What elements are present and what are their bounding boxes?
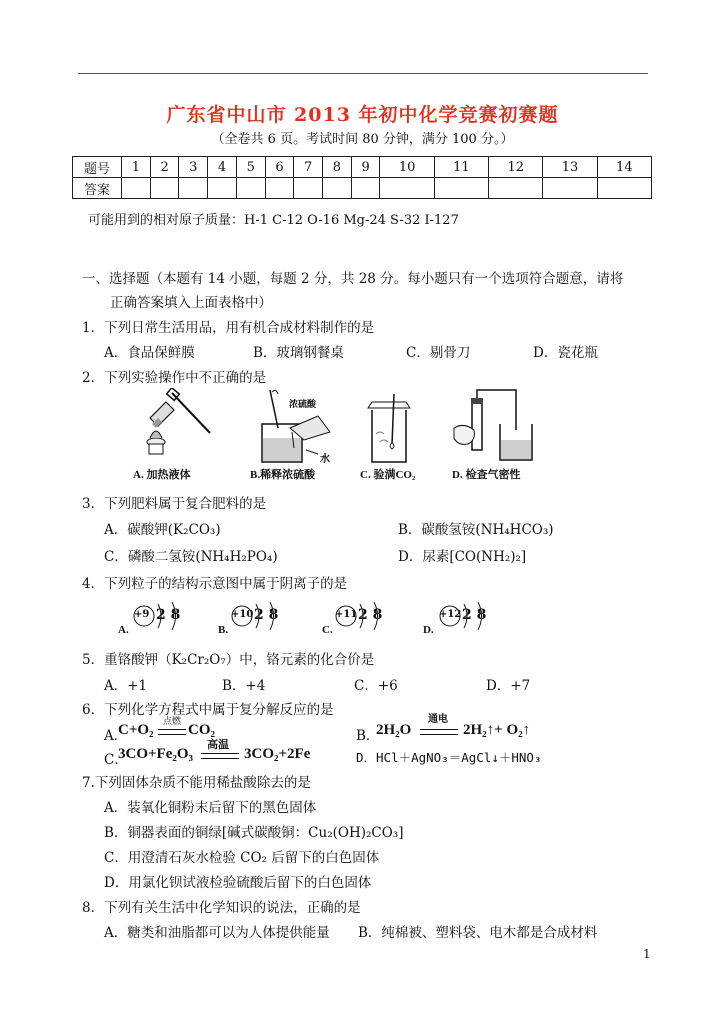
answer-cell[interactable] bbox=[122, 178, 151, 199]
q7-option-d: D．用氯化钡试液检验硫酸后留下的白色固体 bbox=[104, 875, 372, 891]
answer-table-answer-row bbox=[73, 178, 652, 199]
answer-cell[interactable] bbox=[208, 178, 237, 199]
q2-label-a: A. 加热液体 bbox=[133, 469, 191, 481]
q4-letter-a: A. bbox=[118, 624, 129, 636]
answer-table-number-row bbox=[73, 157, 652, 178]
q6-a-equals-sign bbox=[158, 729, 186, 735]
question-number-cell: 9 bbox=[351, 157, 380, 178]
q6-prefix-c: C． bbox=[104, 752, 128, 768]
q4-nucleus-c: +11 bbox=[335, 609, 358, 620]
question-number-cell: 4 bbox=[208, 157, 237, 178]
page-number: 1 bbox=[643, 947, 651, 961]
page-title: 广东省中山市 2013 年初中化学竞赛初赛题 bbox=[166, 104, 559, 126]
q4-nucleus-d: +12 bbox=[439, 609, 462, 620]
q8-option-b: B．纯棉被、塑料袋、电木都是合成材料 bbox=[358, 925, 598, 941]
atomic-masses: 可能用到的相对原子质量：H-1 C-12 O-16 Mg-24 S-32 I-127 bbox=[88, 213, 459, 228]
q5-option-c: C．+6 bbox=[354, 678, 398, 694]
q4-letter-d: D. bbox=[423, 624, 434, 636]
q2-label-c: C. 验满CO₂ bbox=[360, 469, 416, 481]
question-number-cell: 8 bbox=[323, 157, 352, 178]
q6-c-condition: 高温 bbox=[207, 738, 229, 751]
q6-a-reactants: C+O₂ bbox=[118, 722, 154, 738]
q3-option-c: C．磷酸二氢铵(NH₄H₂PO₄) bbox=[104, 549, 278, 565]
q6-prefix-b: B． bbox=[356, 728, 380, 744]
q6-a-products: CO₂ bbox=[188, 722, 215, 738]
q3-option-d: D．尿素[CO(NH₂)₂] bbox=[398, 549, 527, 565]
question-number-cell: 2 bbox=[150, 157, 179, 178]
q4-shells-d: 2 8 bbox=[462, 607, 487, 623]
q1-option-d: D．瓷花瓶 bbox=[533, 345, 598, 361]
q2-stem: 2．下列实验操作中不正确的是 bbox=[82, 370, 267, 386]
question-number-cell: 5 bbox=[236, 157, 265, 178]
q8-option-a: A．糖类和油脂都可以为人体提供能量 bbox=[104, 925, 330, 941]
q1-option-c: C．剔骨刀 bbox=[406, 345, 471, 361]
answer-cell[interactable] bbox=[236, 178, 265, 199]
q1-option-a: A．食品保鲜膜 bbox=[104, 345, 195, 361]
q4-shells-c: 2 8 bbox=[358, 607, 383, 623]
q2-figure-d bbox=[450, 388, 540, 468]
question-number-cell: 6 bbox=[265, 157, 294, 178]
q4-shells-b: 2 8 bbox=[254, 607, 279, 623]
q3-stem: 3．下列肥料属于复合肥料的是 bbox=[82, 496, 267, 512]
q2-figure-a bbox=[130, 388, 220, 468]
answer-cell[interactable] bbox=[489, 178, 543, 199]
page-subtitle: （全卷共 6 页。考试时间 80 分钟，满分 100 分。） bbox=[211, 132, 514, 147]
q1-stem: 1．下列日常生活用品，用有机合成材料制作的是 bbox=[82, 320, 375, 336]
question-number-cell: 14 bbox=[597, 157, 651, 178]
row-label-answer: 答案 bbox=[73, 178, 122, 199]
answer-cell[interactable] bbox=[294, 178, 323, 199]
q4-letter-b: B. bbox=[218, 624, 229, 636]
q6-b-products: 2H₂↑+ O₂↑ bbox=[463, 722, 531, 738]
q7-option-a: A．装氧化铜粉末后留下的黑色固体 bbox=[104, 800, 317, 816]
answer-cell[interactable] bbox=[597, 178, 651, 199]
q2-figure-c bbox=[364, 388, 414, 468]
q6-prefix-a: A． bbox=[104, 728, 128, 744]
question-number-cell: 3 bbox=[179, 157, 208, 178]
q5-stem: 5．重铬酸钾（K₂Cr₂O₇）中，铬元素的化合价是 bbox=[82, 652, 375, 668]
q8-stem: 8．下列有关生活中化学知识的说法，正确的是 bbox=[82, 900, 361, 916]
answer-cell[interactable] bbox=[179, 178, 208, 199]
q6-option-d: D．HCl＋AgNO₃＝AgCl↓＋HNO₃ bbox=[356, 750, 542, 765]
q6-c-reactants: 3CO+Fe₂O₃ bbox=[118, 746, 194, 762]
q2-label-water: 水 bbox=[320, 454, 330, 465]
q2-label-d: D. 检查气密性 bbox=[452, 469, 521, 481]
q7-stem: 7.下列固体杂质不能用稀盐酸除去的是 bbox=[82, 775, 311, 791]
q6-a-condition: 点燃 bbox=[163, 717, 182, 727]
q4-shells-a: 2 8 bbox=[156, 607, 181, 623]
section1-heading: 一、选择题（本题有 14 小题，每题 2 分，共 28 分。每小题只有一个选项符合题意，请将 bbox=[82, 271, 624, 287]
q7-option-c: C．用澄清石灰水检验 CO₂ 后留下的白色固体 bbox=[104, 850, 380, 866]
section1-heading-cont: 正确答案填入上面表格中） bbox=[110, 295, 272, 311]
q6-b-condition: 通电 bbox=[428, 714, 448, 725]
answer-cell[interactable] bbox=[265, 178, 294, 199]
answer-cell[interactable] bbox=[380, 178, 434, 199]
header-rule bbox=[78, 73, 648, 74]
answer-table bbox=[72, 156, 652, 199]
answer-cell[interactable] bbox=[351, 178, 380, 199]
answer-cell[interactable] bbox=[323, 178, 352, 199]
q6-b-equals-sign bbox=[420, 729, 458, 735]
question-number-cell: 11 bbox=[434, 157, 488, 178]
q2-label-b: B.稀释浓硫酸 bbox=[250, 469, 316, 481]
q6-c-equals-sign bbox=[201, 753, 239, 759]
q3-option-a: A．碳酸钾(K₂CO₃) bbox=[104, 522, 221, 538]
question-number-cell: 10 bbox=[380, 157, 434, 178]
question-number-cell: 1 bbox=[122, 157, 151, 178]
q4-stem: 4．下列粒子的结构示意图中属于阴离子的是 bbox=[82, 576, 348, 592]
q4-letter-c: C. bbox=[322, 624, 333, 636]
q4-nucleus-b: +10 bbox=[231, 609, 254, 620]
row-label-number: 题号 bbox=[73, 157, 122, 178]
answer-cell[interactable] bbox=[434, 178, 488, 199]
q5-option-b: B．+4 bbox=[222, 678, 266, 694]
question-number-cell: 12 bbox=[489, 157, 543, 178]
question-number-cell: 7 bbox=[294, 157, 323, 178]
question-number-cell: 13 bbox=[543, 157, 597, 178]
q5-option-d: D．+7 bbox=[486, 678, 531, 694]
q3-option-b: B．碳酸氢铵(NH₄HCO₃) bbox=[398, 522, 554, 538]
q5-option-a: A．+1 bbox=[104, 678, 148, 694]
q6-b-reactants: 2H₂O bbox=[376, 722, 412, 738]
answer-cell[interactable] bbox=[150, 178, 179, 199]
q6-c-products: 3CO₂+2Fe bbox=[244, 746, 311, 762]
q6-stem: 6．下列化学方程式中属于复分解反应的是 bbox=[82, 702, 334, 718]
q1-option-b: B．玻璃钢餐桌 bbox=[253, 345, 344, 361]
q4-nucleus-a: +9 bbox=[134, 609, 150, 620]
q2-label-acid: 浓硫酸 bbox=[289, 400, 317, 410]
q7-option-b: B．铜器表面的铜绿[碱式碳酸铜：Cu₂(OH)₂CO₃] bbox=[104, 825, 404, 841]
answer-cell[interactable] bbox=[543, 178, 597, 199]
